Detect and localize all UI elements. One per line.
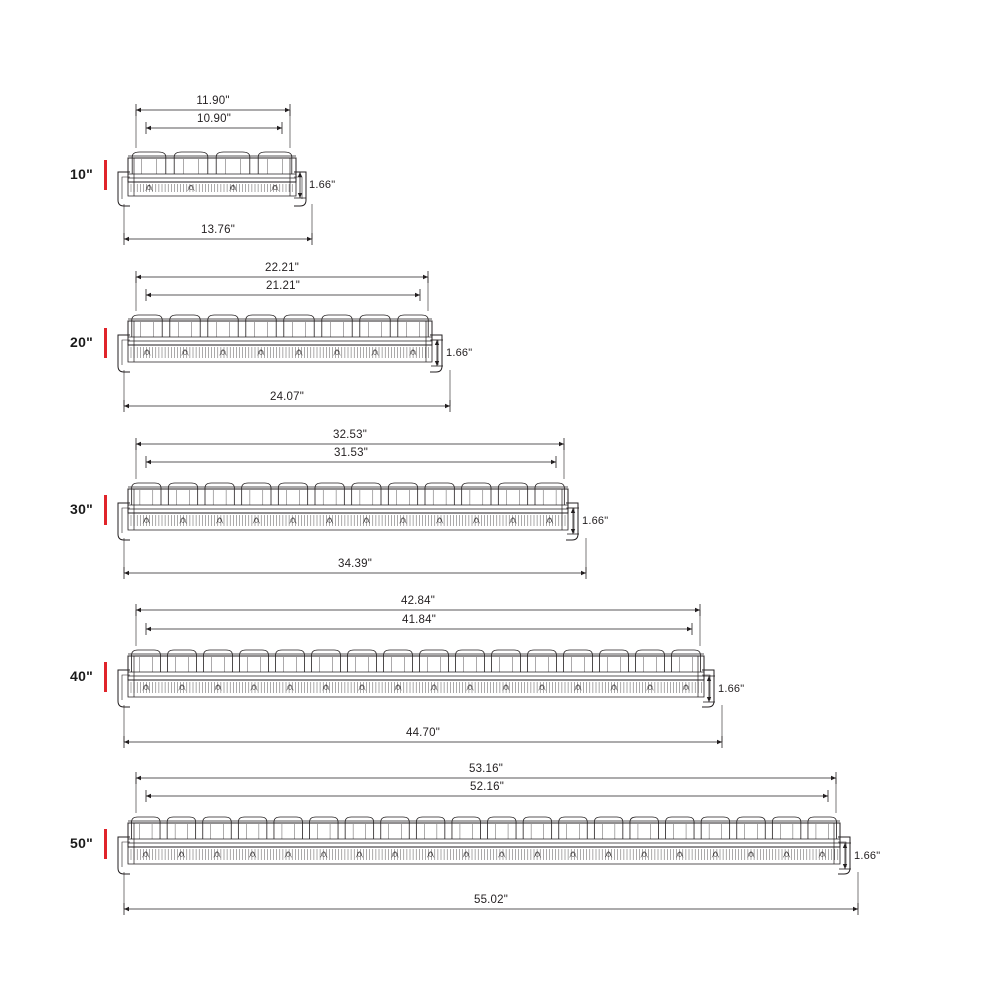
size-label: 30" [70, 501, 94, 517]
heat-sink-fins [131, 347, 429, 358]
heat-sink-fins [131, 849, 838, 860]
size-label: 10" [70, 166, 94, 182]
mounting-bracket [118, 172, 130, 206]
mounting-bracket [118, 837, 130, 874]
light-bar-body [118, 483, 578, 540]
mount-dimension-label: 52.16" [469, 781, 505, 793]
size-label: 50" [70, 835, 94, 851]
size-label: 20" [70, 334, 94, 350]
overall-bottom-dimension-label: 55.02" [473, 894, 509, 906]
light-bar-body [118, 152, 306, 206]
mount-dimension-label: 10.90" [196, 113, 232, 125]
heat-sink-fins [131, 682, 701, 693]
heat-sink-fins [131, 515, 565, 526]
depth-dimension-label: 1.66" [718, 683, 745, 695]
mounting-bracket [118, 503, 130, 540]
mounting-bracket [430, 335, 442, 372]
overall-bottom-dimension-label: 44.70" [405, 727, 441, 739]
depth-dimension-label: 1.66" [582, 515, 609, 527]
overall-bottom-dimension-label: 34.39" [337, 558, 373, 570]
mount-dimension-label: 21.21" [265, 280, 301, 292]
light-bar-body [118, 650, 714, 707]
overall-top-dimension-label: 42.84" [400, 595, 436, 607]
depth-dimension-label: 1.66" [446, 347, 473, 359]
size-marker [104, 662, 107, 692]
mounting-bracket [838, 837, 850, 874]
overall-top-dimension-label: 11.90" [196, 95, 230, 107]
mounting-bracket [702, 670, 714, 707]
light-bar-body [118, 817, 850, 874]
overall-top-dimension-label: 32.53" [332, 429, 368, 441]
heat-sink-fins [131, 184, 292, 192]
overall-bottom-dimension-label: 13.76" [200, 224, 236, 236]
overall-top-dimension-label: 22.21" [264, 262, 300, 274]
mount-dimension-label: 31.53" [333, 447, 369, 459]
overall-bottom-dimension-label: 24.07" [269, 391, 305, 403]
light-bar-body [118, 315, 442, 372]
mount-dimension-label: 41.84" [401, 614, 437, 626]
size-label: 40" [70, 668, 94, 684]
size-marker [104, 160, 107, 190]
depth-dimension-label: 1.66" [854, 850, 881, 862]
size-marker [104, 495, 107, 525]
size-marker [104, 328, 107, 358]
mounting-bracket [294, 172, 306, 206]
size-marker [104, 829, 107, 859]
mounting-bracket [118, 335, 130, 372]
mounting-bracket [566, 503, 578, 540]
overall-top-dimension-label: 53.16" [468, 763, 504, 775]
depth-dimension-label: 1.66" [309, 179, 336, 191]
mounting-bracket [118, 670, 130, 707]
